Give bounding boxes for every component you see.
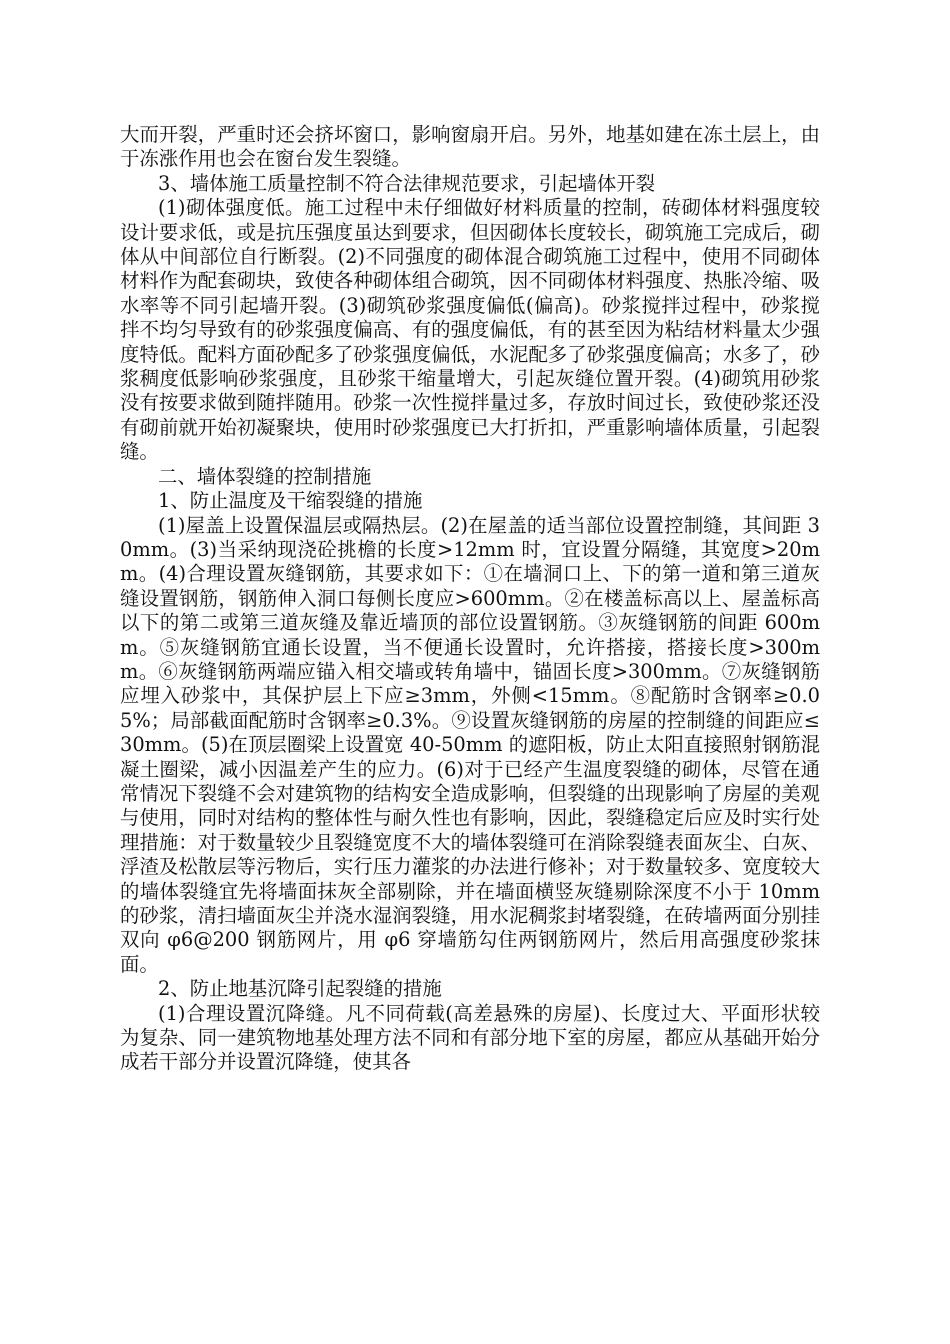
chapter-heading-crack-control: 二、墙体裂缝的控制措施 <box>158 464 372 488</box>
document-body <box>120 123 820 1075</box>
paragraph-temperature-shrinkage-measures: (1)屋盖上设置保温层或隔热层。(2)在屋盖的适当部位设置控制缝，其间距 30mm。(3)当采纳现浇砼挑檐的长度>12mm 时，宜设置分隔缝，其宽度>20mm。(4)合理设置灰缝钢筋，其要求如下：①在墙洞口上、下的第一道和第三道灰缝设置钢筋，钢筋伸入洞口每侧长度应>600mm。②在楼盖标高以上、屋盖标高以下的第二或第三道灰缝及靠近墙顶的部位设置钢筋。③灰缝钢筋的间距 600mm。⑤灰缝钢筋宜通长设置，当不便通长设置时，允许搭接，搭接长度>300mm。⑥灰缝钢筋两端应锚入相交墙或转角墙中，锚固长度>300mm。⑦灰缝钢筋应埋入砂浆中，其保护层上下应≥3mm，外侧<15mm。⑧配筋时含钢率≥0.05%；局部截面配筋时含钢率≥0.3%。⑨设置灰缝钢筋的房屋的控制缝的间距应≤30mm。(5)在顶层圈梁上设置宽 40-50mm 的遮阳板，防止太阳直接照射钢筋混凝土圈梁，减小因温差产生的应力。(6)对于已经产生温度裂缝的砌体，尽管在通常情况下裂缝不会对建筑物的结构安全造成影响，但裂缝的出现影响了房屋的美观与使用，同时对结构的整体性与耐久性也有影响，因此，裂缝稳定后应及时实行处理措施：对于数量较少且裂缝宽度不大的墙体裂缝可在消除裂缝表面灰尘、白灰、浮渣及松散层等污物后，实行压力灌浆的办法进行修补；对于数量较多、宽度较大的墙体裂缝宜先将墙面抹灰全部剔除，并在墙面横竖灰缝剔除深度不小于 10mm 的砂浆，清扫墙面灰尘并浇水湿润裂缝，用水泥稠浆封堵裂缝，在砖墙两面分别挂双向 φ6@200 钢筋网片，用 φ6 穿墙筋勾住两钢筋网片，然后用高强度砂浆抹面。 <box>120 513 820 976</box>
section-heading-foundation-settlement: 2、防止地基沉降引起裂缝的措施 <box>158 977 442 1001</box>
paragraph-settlement-joints: (1)合理设置沉降缝。凡不同荷载(高差悬殊的房屋)、长度过大、平面形状较为复杂、同一建筑物地基处理方法不同和有部分地下室的房屋，都应从基础开始分成若干部分并设置沉降缝，使其各 <box>120 1001 820 1074</box>
section-heading-construction-quality: 3、墙体施工质量控制不符合法律规范要求，引起墙体开裂 <box>158 171 656 195</box>
paragraph-continuation: 大而开裂，严重时还会挤坏窗口，影响窗扇开启。另外，地基如建在冻土层上，由于冻涨作用也会在窗台发生裂缝。 <box>120 123 820 171</box>
section-heading-temperature-shrinkage: 1、防止温度及干缩裂缝的措施 <box>158 489 423 513</box>
paragraph-construction-quality: (1)砌体强度低。施工过程中未仔细做好材料质量的控制，砖砌体材料强度较设计要求低，或是抗压强度虽达到要求，但因砌体长度较长，砌筑施工完成后，砌体从中间部位自行断裂。(2)不同强度的砌体混合砌筑施工过程中，使用不同砌体材料作为配套砌块，致使各种砌体组合砌筑，因不同砌体材料强度、热胀冷缩、吸水率等不同引起墙开裂。(3)砌筑砂浆强度偏低(偏高)。砂浆搅拌过程中，砂浆搅拌不均匀导致有的砂浆强度偏高、有的强度偏低，有的甚至因为粘结材料量太少强度特低。配料方面砂配多了砂浆强度偏低，水泥配多了砂浆强度偏高；水多了，砂浆稠度低影响砂浆强度，且砂浆干缩量增大，引起灰缝位置开裂。(4)砌筑用砂浆没有按要求做到随拌随用。砂浆一次性搅拌量过多，存放时间过长，致使砂浆还没有砌前就开始初凝聚块，使用时砂浆强度已大打折扣，严重影响墙体质量，引起裂缝。 <box>120 196 820 464</box>
